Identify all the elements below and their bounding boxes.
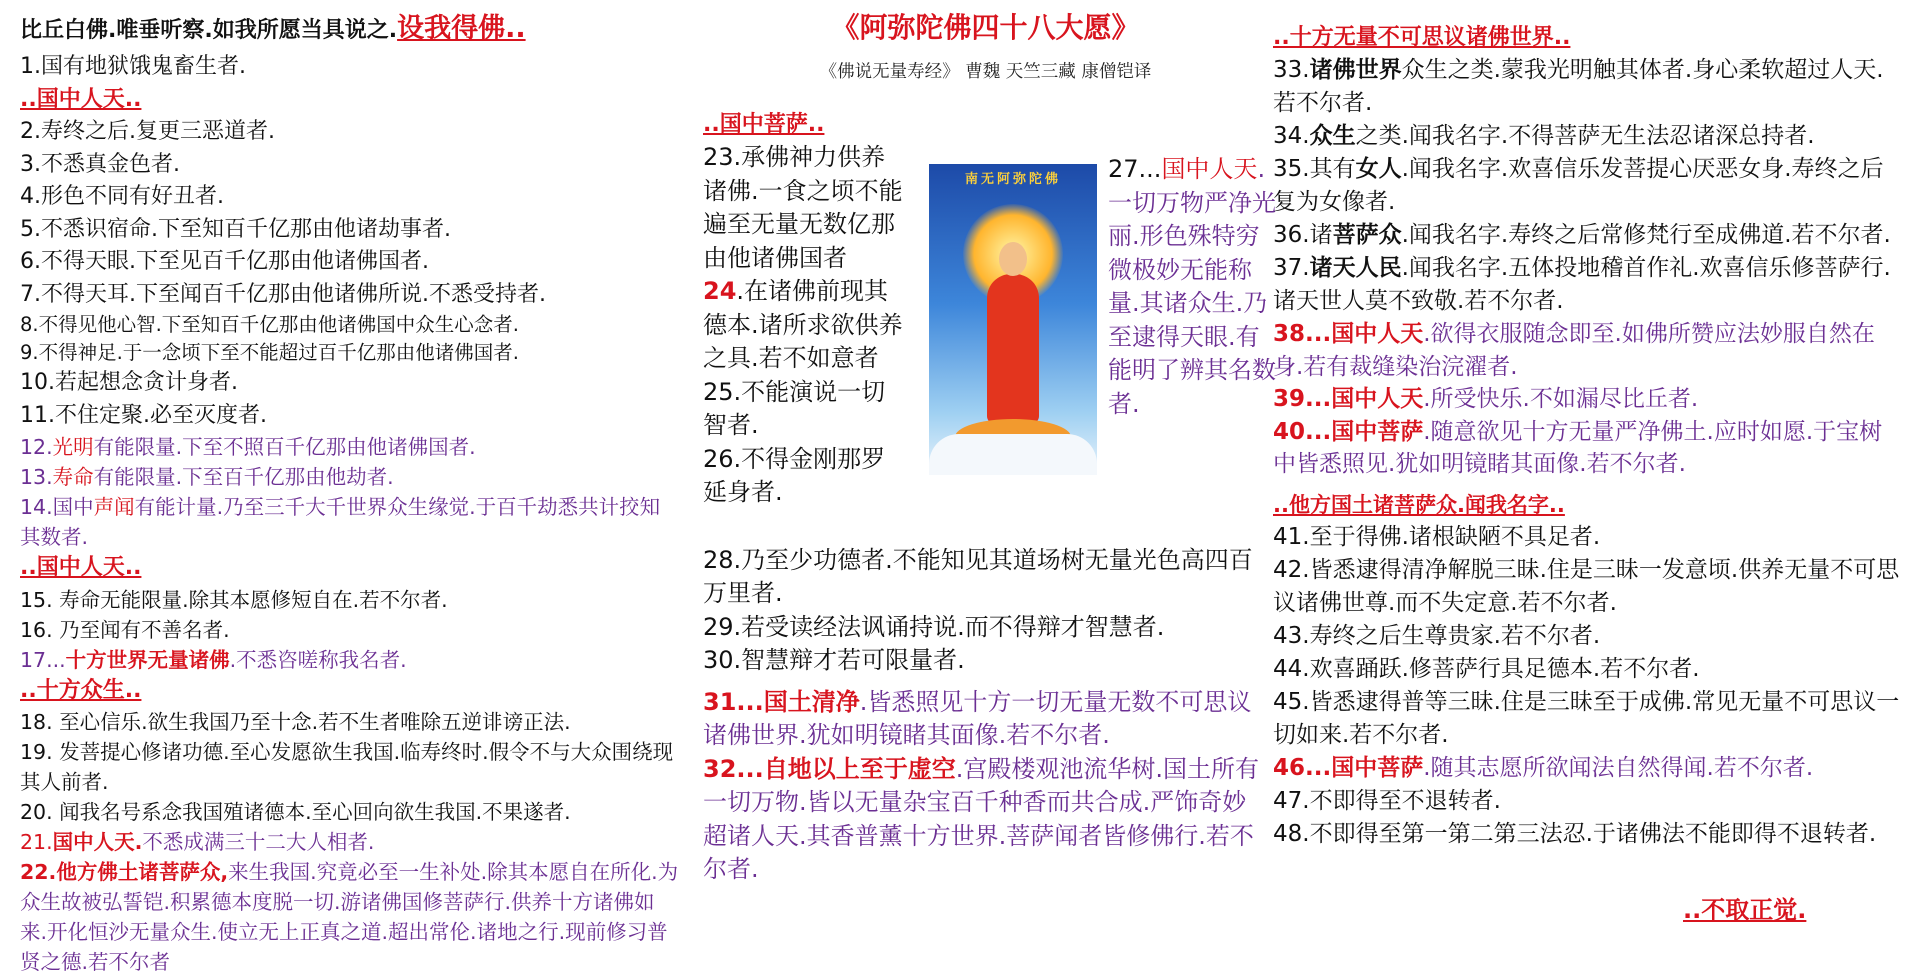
vow-43: 43.寿终之后生尊贵家.若不尔者. <box>1273 622 1601 649</box>
section-heading: ..十方众生.. <box>20 677 142 703</box>
vows-38-40 <box>1273 318 1903 481</box>
vow-9: 9.不得神足.于一念顷下至不能超过百千亿那由他诸佛国者. <box>20 341 520 364</box>
cloud-shape <box>929 434 1097 475</box>
page-subtitle: 《佛说无量寿经》 曹魏 天竺三藏 康僧铠译 <box>819 62 1152 82</box>
vow-1: 1.国有地狱饿鬼畜生者. <box>20 54 246 79</box>
vow-42: 42.皆悉逮得清净解脱三昧.住是三昧一发意顷.供养无量不可思议诸佛世尊.而不失定意.若不尔者. <box>1273 556 1900 616</box>
vow-35: 35.其有女人.闻我名字.欢喜信乐发菩提心厌恶女身.寿终之后复为女像者. <box>1273 156 1884 215</box>
vows-33-37 <box>1273 54 1903 318</box>
vow-30: 30.智慧辩才若可限量者. <box>703 646 965 674</box>
vow-27: 27...国中人天.一切万物严净光丽.形色殊特穷微极妙无能称量.其诸众生.乃至逮得天眼.有能明了辨其名数者. <box>1108 155 1276 418</box>
section-heading: ..国中人天.. <box>20 555 142 580</box>
vow-5: 5.不悉识宿命.下至知百千亿那由他诸劫事者. <box>20 216 451 242</box>
buddha-robe-shape <box>987 274 1039 424</box>
vow-39: 39...国中人天.所受快乐.不如漏尽比丘者. <box>1273 386 1699 412</box>
vow-44: 44.欢喜踊跃.修菩萨行具足德本.若不尔者. <box>1273 655 1700 682</box>
header-intro: 比丘白佛.唯垂听察.如我所愿当具说之. <box>20 18 398 43</box>
vow-31: 31...国土清净.皆悉照见十方一切无量无数不可思议诸佛世界.犹如明镜睹其面像.若不尔者. <box>703 687 1252 749</box>
vows-31-32 <box>703 686 1268 887</box>
vow-34: 34.众生之类.闻我名字.不得菩萨无生法忍诸深总持者. <box>1273 123 1815 149</box>
section-heading: ..国中人天.. <box>20 86 142 112</box>
closing-phrase: ..不取正觉. <box>1683 896 1807 924</box>
vow-7: 7.不得天耳.下至闻百千亿那由他诸佛所说.不悉受持者. <box>20 281 546 307</box>
vow-20: 20. 闻我名号系念我国殖诸德本.至心回向欲生我国.不果遂者. <box>20 800 571 824</box>
vow-16: 16. 乃至闻有不善名者. <box>20 617 230 642</box>
right-column <box>1273 0 1903 851</box>
vow-29: 29.若受读经法讽诵持说.而不得辩才智慧者. <box>703 612 1165 641</box>
vow-40: 40...国中菩萨.随意欲见十方无量严净佛土.应时如愿.于宝树中皆悉照见.犹如明镜睹其面像.若不尔者. <box>1273 418 1883 477</box>
vows-28-30 <box>703 544 1268 678</box>
vow-28: 28.乃至少功德者.不能知见其道场树无量光色高四百万里者. <box>703 545 1253 607</box>
vow-8: 8.不得见他心智.下至知百千亿那由他诸佛国中众生心念者. <box>20 313 520 336</box>
vow-19: 19. 发菩提心修诸功德.至心发愿欲生我国.临寿终时.假令不与大众围绕现其人前者. <box>20 740 674 794</box>
vow-41: 41.至于得佛.诸根缺陋不具足者. <box>1273 523 1601 550</box>
image-caption: 南无阿弥陀佛 <box>964 172 1061 187</box>
vow-26: 26.不得金刚那罗延身者. <box>703 444 886 506</box>
header-vow-phrase: 设我得佛.. <box>397 13 526 44</box>
vow-17: 17...十方世界无量诸佛.不悉咨嗟称我名者. <box>20 647 407 672</box>
vow-11: 11.不住定聚.必至灭度者. <box>20 402 267 428</box>
vow-46: 46...国中菩萨.随其志愿所欲闻法自然得闻.若不尔者. <box>1273 754 1814 781</box>
vow-25: 25.不能演说一切智者. <box>703 377 886 439</box>
page-title: 《阿弥陀佛四十八大愿》 <box>831 11 1140 44</box>
vow-24: 24.在诸佛前现其德本.诸所求欲供养之具.若不如意者 <box>703 277 903 372</box>
vow-2: 2.寿终之后.复更三恶道者. <box>20 119 275 144</box>
vow-3: 3.不悉真金色者. <box>20 151 180 177</box>
vow-18: 18. 至心信乐.欲生我国乃至十念.若不生者唯除五逆诽谤正法. <box>20 710 571 734</box>
vow-48: 48.不即得至第一第二第三法忍.于诸佛法不能即得不退转者. <box>1273 820 1877 847</box>
vow-13: 13.寿命有能限量.下至百千亿那由他劫者. <box>20 465 394 489</box>
vow-12: 12.光明有能限量.下至不照百千亿那由他诸佛国者. <box>20 435 476 459</box>
vow-15: 15. 寿命无能限量.除其本愿修短自在.若不尔者. <box>20 587 448 612</box>
vow-38: 38...国中人天.欲得衣服随念即至.如佛所赞应法妙服自然在身.若有裁缝染治浣濯者. <box>1273 321 1875 380</box>
vow-37: 37.诸天人民.闻我名字.五体投地稽首作礼.欢喜信乐修菩萨行.诸天世人莫不致敬.若不尔者. <box>1273 255 1891 314</box>
vow-33: 33.诸佛世界众生之类.蒙我光明触其体者.身心柔软超过人天.若不尔者. <box>1273 57 1884 116</box>
vow-6: 6.不得天眼.下至见百千亿那由他诸佛国者. <box>20 249 429 274</box>
section-heading: ..十方无量不可思议诸佛世界.. <box>1273 25 1571 50</box>
section-heading: ..他方国土诸菩萨众.闻我名字.. <box>1273 492 1565 517</box>
vow-32: 32...自地以上至于虚空.宫殿楼观池流华树.国土所有一切万物.皆以无量杂宝百千种香而共合成.严饰奇妙超诸人天.其香普薰十方世界.菩萨闻者皆修佛行.若不尔者. <box>703 754 1260 883</box>
vow-23: 23.承佛神力供养诸佛.一食之顷不能遍至无量无数亿那由他诸佛国者 <box>703 143 903 272</box>
left-header <box>20 6 680 45</box>
vow-22: 22.他方佛土诸菩萨众,来生我国.究竟必至一生补处.除其本愿自在所化.为众生故被弘誓铠.积累德本度脱一切.游诸佛国修菩萨行.供养十方诸佛如来.开化恒沙无量众生.使立无上正真之道.超出常伦.诸地之行.现前修习普贤之德.若不尔者 <box>20 860 679 974</box>
amitabha-buddha-image <box>929 164 1097 475</box>
vow-21: 21.国中人天.不悉成满三十二大人相者. <box>20 830 375 854</box>
vow-36: 36.诸菩萨众.闻我名字.寿终之后常修梵行至成佛道.若不尔者. <box>1273 222 1891 248</box>
vow-14: 14.国中声闻有能计量.乃至三千大千世界众生缘觉.于百千劫悉共计挍知其数者. <box>20 495 661 549</box>
vow-45: 45.皆悉逮得普等三昧.住是三昧至于成佛.常见无量不可思议一切如来.若不尔者. <box>1273 688 1900 748</box>
vows-41-48 <box>1273 521 1903 851</box>
section-heading: ..国中菩萨.. <box>703 112 825 137</box>
vow-4: 4.形色不同有好丑者. <box>20 184 224 209</box>
vow-47: 47.不即得至不退转者. <box>1273 787 1501 814</box>
vows-23-26 <box>703 141 903 510</box>
left-column <box>20 0 680 977</box>
vow-10: 10.若起想念贪计身者. <box>20 370 238 395</box>
buddha-head-shape <box>999 242 1027 276</box>
